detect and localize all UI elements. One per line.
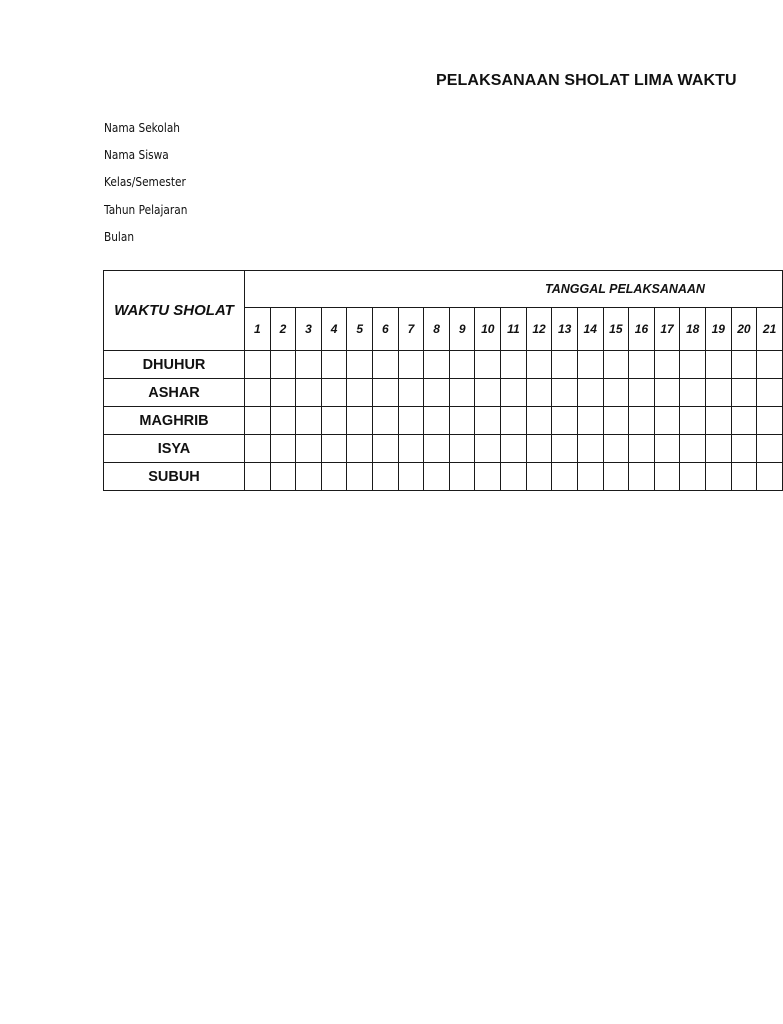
attendance-cell[interactable] xyxy=(731,463,757,491)
attendance-cell[interactable] xyxy=(245,463,271,491)
attendance-cell[interactable] xyxy=(347,351,373,379)
attendance-cell[interactable] xyxy=(731,435,757,463)
prayer-name-cell: SUBUH xyxy=(104,463,245,491)
attendance-cell[interactable] xyxy=(629,351,655,379)
attendance-cell[interactable] xyxy=(270,351,296,379)
attendance-cell[interactable] xyxy=(270,463,296,491)
day-number-cell: 3 xyxy=(296,308,322,351)
day-number-cell: 14 xyxy=(577,308,603,351)
attendance-cell[interactable] xyxy=(552,435,578,463)
attendance-cell[interactable] xyxy=(577,351,603,379)
day-number-cell: 7 xyxy=(398,308,424,351)
attendance-cell[interactable] xyxy=(296,379,322,407)
attendance-cell[interactable] xyxy=(629,379,655,407)
attendance-cell[interactable] xyxy=(449,435,475,463)
attendance-cell[interactable] xyxy=(321,351,347,379)
prayer-row xyxy=(104,379,783,407)
attendance-cell[interactable] xyxy=(705,351,731,379)
attendance-cell[interactable] xyxy=(347,407,373,435)
day-number-cell: 11 xyxy=(501,308,527,351)
attendance-cell[interactable] xyxy=(321,407,347,435)
prayer-row xyxy=(104,407,783,435)
attendance-cell[interactable] xyxy=(398,435,424,463)
attendance-cell[interactable] xyxy=(680,407,706,435)
day-number-cell: 9 xyxy=(449,308,475,351)
attendance-cell[interactable] xyxy=(757,351,783,379)
day-number-cell: 1 xyxy=(245,308,271,351)
attendance-cell[interactable] xyxy=(552,351,578,379)
attendance-cell[interactable] xyxy=(757,463,783,491)
attendance-cell[interactable] xyxy=(705,379,731,407)
attendance-cell[interactable] xyxy=(603,351,629,379)
info-label-student-name: Nama Siswa xyxy=(104,148,169,163)
attendance-cell[interactable] xyxy=(603,435,629,463)
student-info-list xyxy=(104,119,199,255)
attendance-cell[interactable] xyxy=(654,435,680,463)
attendance-cell[interactable] xyxy=(373,351,399,379)
attendance-cell[interactable] xyxy=(475,379,501,407)
day-number-cell: 21 xyxy=(757,308,783,351)
attendance-cell[interactable] xyxy=(501,407,527,435)
attendance-cell[interactable] xyxy=(475,351,501,379)
attendance-cell[interactable] xyxy=(424,463,450,491)
attendance-cell[interactable] xyxy=(321,379,347,407)
attendance-cell[interactable] xyxy=(296,463,322,491)
attendance-cell[interactable] xyxy=(526,463,552,491)
attendance-cell[interactable] xyxy=(705,407,731,435)
attendance-cell[interactable] xyxy=(680,379,706,407)
attendance-cell[interactable] xyxy=(552,379,578,407)
day-number-cell: 10 xyxy=(475,308,501,351)
day-number-cell: 15 xyxy=(603,308,629,351)
attendance-cell[interactable] xyxy=(449,407,475,435)
attendance-cell[interactable] xyxy=(654,407,680,435)
attendance-cell[interactable] xyxy=(603,407,629,435)
attendance-cell[interactable] xyxy=(577,379,603,407)
attendance-cell[interactable] xyxy=(731,351,757,379)
attendance-cell[interactable] xyxy=(245,379,271,407)
prayer-row xyxy=(104,351,783,379)
table-header-row xyxy=(104,271,783,308)
day-number-cell: 6 xyxy=(373,308,399,351)
attendance-cell[interactable] xyxy=(603,463,629,491)
info-label-month: Bulan xyxy=(104,229,135,244)
attendance-cell[interactable] xyxy=(731,379,757,407)
attendance-cell[interactable] xyxy=(398,407,424,435)
attendance-cell[interactable] xyxy=(270,379,296,407)
attendance-cell[interactable] xyxy=(577,407,603,435)
day-number-cell: 13 xyxy=(552,308,578,351)
attendance-cell[interactable] xyxy=(296,351,322,379)
day-number-cell: 17 xyxy=(654,308,680,351)
attendance-cell[interactable] xyxy=(270,407,296,435)
attendance-cell[interactable] xyxy=(552,407,578,435)
day-number-cell: 5 xyxy=(347,308,373,351)
prayer-name-cell: ISYA xyxy=(104,435,245,463)
attendance-cell[interactable] xyxy=(757,379,783,407)
attendance-cell[interactable] xyxy=(629,407,655,435)
attendance-cell[interactable] xyxy=(577,435,603,463)
attendance-cell[interactable] xyxy=(373,463,399,491)
attendance-cell[interactable] xyxy=(245,351,271,379)
attendance-cell[interactable] xyxy=(680,351,706,379)
attendance-cell[interactable] xyxy=(424,435,450,463)
attendance-cell[interactable] xyxy=(526,407,552,435)
attendance-cell[interactable] xyxy=(296,435,322,463)
attendance-cell[interactable] xyxy=(398,351,424,379)
document-title: PELAKSANAAN SHOLAT LIMA WAKTU xyxy=(436,72,737,89)
day-number-cell: 19 xyxy=(705,308,731,351)
attendance-cell[interactable] xyxy=(245,407,271,435)
attendance-cell[interactable] xyxy=(475,435,501,463)
day-number-cell: 12 xyxy=(526,308,552,351)
attendance-cell[interactable] xyxy=(731,407,757,435)
attendance-cell[interactable] xyxy=(398,463,424,491)
attendance-cell[interactable] xyxy=(398,379,424,407)
attendance-cell[interactable] xyxy=(373,435,399,463)
prayer-name-cell: DHUHUR xyxy=(104,351,245,379)
attendance-cell[interactable] xyxy=(526,351,552,379)
day-number-cell: 20 xyxy=(731,308,757,351)
attendance-cell[interactable] xyxy=(577,463,603,491)
attendance-cell[interactable] xyxy=(449,379,475,407)
attendance-cell[interactable] xyxy=(270,435,296,463)
attendance-cell[interactable] xyxy=(757,435,783,463)
attendance-cell[interactable] xyxy=(552,463,578,491)
attendance-cell[interactable] xyxy=(705,463,731,491)
day-number-cell: 4 xyxy=(321,308,347,351)
attendance-cell[interactable] xyxy=(245,435,271,463)
date-band-header: TANGGAL PELAKSANAAN xyxy=(245,271,783,308)
attendance-cell[interactable] xyxy=(321,435,347,463)
attendance-cell[interactable] xyxy=(475,407,501,435)
attendance-cell[interactable] xyxy=(705,435,731,463)
attendance-cell[interactable] xyxy=(501,435,527,463)
info-label-class-semester: Kelas/Semester xyxy=(104,175,186,190)
row-header-cell: WAKTU SHOLAT xyxy=(104,271,245,351)
attendance-cell[interactable] xyxy=(347,379,373,407)
attendance-cell[interactable] xyxy=(526,435,552,463)
attendance-cell[interactable] xyxy=(680,435,706,463)
attendance-cell[interactable] xyxy=(321,463,347,491)
attendance-cell[interactable] xyxy=(501,463,527,491)
prayer-name-cell: MAGHRIB xyxy=(104,407,245,435)
attendance-cell[interactable] xyxy=(680,463,706,491)
attendance-cell[interactable] xyxy=(654,351,680,379)
info-label-academic-year: Tahun Pelajaran xyxy=(104,202,188,217)
attendance-cell[interactable] xyxy=(449,463,475,491)
info-label-school-name: Nama Sekolah xyxy=(104,121,180,135)
attendance-cell[interactable] xyxy=(424,407,450,435)
attendance-cell[interactable] xyxy=(347,435,373,463)
attendance-cell[interactable] xyxy=(347,463,373,491)
attendance-cell[interactable] xyxy=(296,407,322,435)
attendance-cell[interactable] xyxy=(654,379,680,407)
day-number-cell: 16 xyxy=(629,308,655,351)
attendance-cell[interactable] xyxy=(373,379,399,407)
attendance-cell[interactable] xyxy=(475,463,501,491)
attendance-cell[interactable] xyxy=(449,351,475,379)
attendance-cell[interactable] xyxy=(373,407,399,435)
attendance-cell[interactable] xyxy=(757,407,783,435)
day-number-cell: 8 xyxy=(424,308,450,351)
day-number-cell: 18 xyxy=(680,308,706,351)
attendance-cell[interactable] xyxy=(501,351,527,379)
prayer-row xyxy=(104,435,783,463)
attendance-cell[interactable] xyxy=(629,463,655,491)
attendance-cell[interactable] xyxy=(424,379,450,407)
attendance-cell[interactable] xyxy=(629,435,655,463)
prayer-attendance-table xyxy=(103,270,783,491)
prayer-name-cell: ASHAR xyxy=(104,379,245,407)
attendance-cell[interactable] xyxy=(501,379,527,407)
attendance-cell[interactable] xyxy=(526,379,552,407)
attendance-cell[interactable] xyxy=(654,463,680,491)
day-number-cell: 2 xyxy=(270,308,296,351)
prayer-row xyxy=(104,463,783,491)
attendance-cell[interactable] xyxy=(424,351,450,379)
attendance-cell[interactable] xyxy=(603,379,629,407)
